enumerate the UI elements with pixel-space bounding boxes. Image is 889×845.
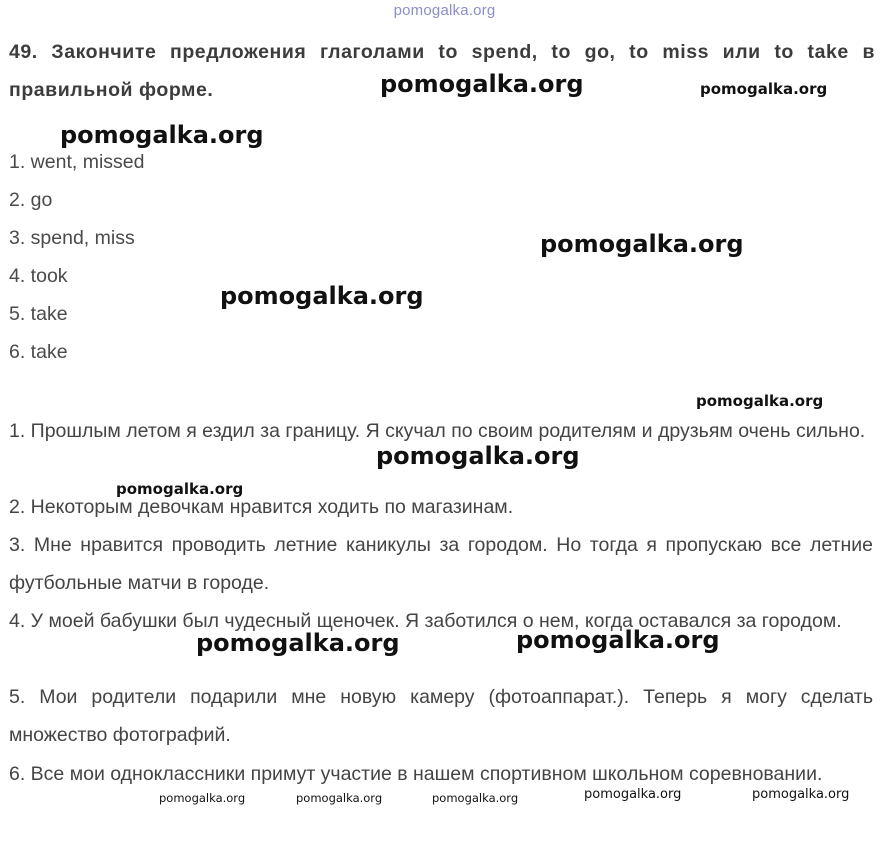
answer-item: 6. take — [9, 341, 68, 363]
translation-paragraph: 5. Мои родители подарили мне новую камеру (фотоаппарат.). Теперь я могу сделать множество фотографий. — [9, 686, 873, 747]
watermark: pomogalka.org — [516, 626, 720, 654]
translation-paragraph: 3. Мне нравится проводить летние каникулы за городом. Но тогда я пропускаю все летние футбольные матчи в городе. — [9, 534, 873, 595]
answer-item: 2. go — [9, 189, 53, 211]
watermark: pomogalka.org — [432, 791, 519, 805]
translation-paragraph: 1. Прошлым летом я ездил за границу. Я скучал по своим родителям и друзьям очень сильно. — [9, 420, 866, 442]
watermark: pomogalka.org — [376, 442, 580, 470]
watermark: pomogalka.org — [380, 70, 584, 98]
exercise-heading: 49. Закончите предложения глаголами to spend, to go, to miss или to take в правильной форме. — [9, 41, 875, 101]
watermark: pomogalka.org — [540, 230, 744, 258]
watermark: pomogalka.org — [60, 121, 264, 149]
watermark: pomogalka.org — [159, 791, 246, 805]
watermark: pomogalka.org — [220, 282, 424, 310]
translation-paragraph: 4. У моей бабушки был чудесный щеночек. Я заботился о нем, когда оставался за городом. — [9, 610, 842, 632]
watermark: pomogalka.org — [116, 480, 244, 498]
watermark: pomogalka.org — [752, 787, 850, 802]
answer-item: 4. took — [9, 265, 68, 287]
answer-item: 1. went, missed — [9, 151, 145, 173]
watermark: pomogalka.org — [700, 80, 828, 98]
site-watermark-top: pomogalka.org — [393, 2, 496, 19]
watermark: pomogalka.org — [296, 791, 383, 805]
watermark: pomogalka.org — [196, 629, 400, 657]
answer-item: 3. spend, miss — [9, 227, 135, 249]
answer-item: 5. take — [9, 303, 68, 325]
translation-paragraph: 2. Некоторым девочкам нравится ходить по магазинам. — [9, 496, 514, 518]
translation-paragraph: 6. Все мои одноклассники примут участие в нашем спортивном школьном соревновании. — [9, 763, 823, 785]
watermark: pomogalka.org — [696, 392, 824, 410]
watermark: pomogalka.org — [584, 787, 682, 802]
